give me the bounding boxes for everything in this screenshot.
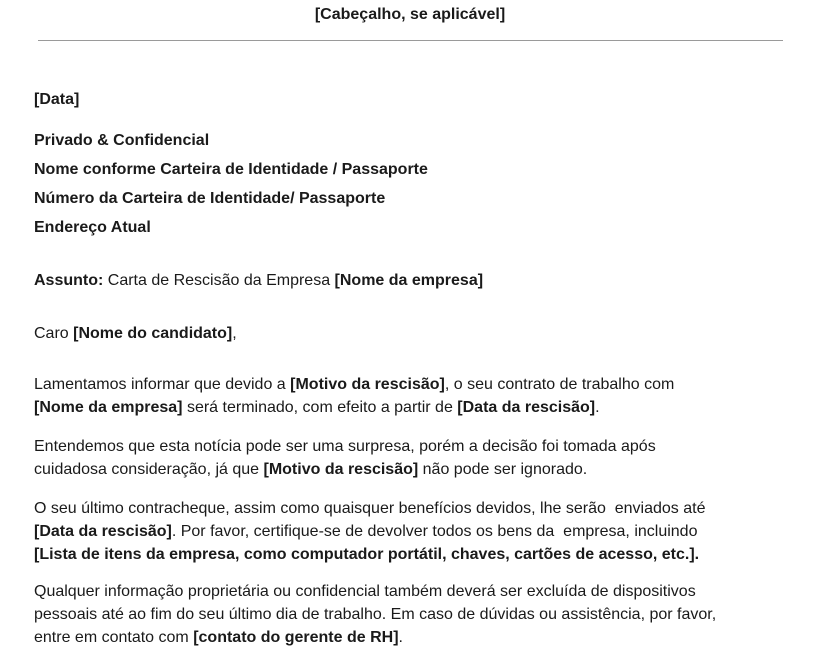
p3-text-1: O seu último contracheque, assim como quaisquer benefícios devidos, lhe serão enviados até xyxy=(34,500,706,517)
p4-text-2: pessoais até ao fim do seu último dia de trabalho. Em caso de dúvidas ou assistência, por favor, xyxy=(34,606,717,623)
p1-company: [Nome da empresa] xyxy=(34,399,183,416)
salutation-greeting: Caro xyxy=(34,325,74,342)
letter-header: [Cabeçalho, se aplicável] xyxy=(314,6,506,23)
recipient-line-confidential: Privado & Confidencial xyxy=(34,132,210,149)
p1-text-1: Lamentamos informar que devido a xyxy=(34,376,291,393)
subject-company: [Nome da empresa] xyxy=(334,272,484,289)
subject-text: Carta de Rescisão da Empresa xyxy=(103,272,335,289)
p1-reason: [Motivo da rescisão] xyxy=(290,376,445,393)
p1-text-2: , o seu contrato de trabalho com xyxy=(444,376,675,393)
date-placeholder: [Data] xyxy=(34,91,80,108)
salutation xyxy=(34,324,237,344)
recipient-line-address: Endereço Atual xyxy=(34,219,151,236)
paragraph-consideration xyxy=(34,435,804,481)
p4-text-1: Qualquer informação proprietária ou confidencial também deverá ser excluída de dispositivos xyxy=(34,583,696,600)
subject-label: Assunto: xyxy=(34,272,104,289)
p2-reason: [Motivo da rescisão] xyxy=(263,461,419,478)
subject-line xyxy=(34,271,483,291)
p1-text-3: será terminado, com efeito a partir de xyxy=(182,399,458,416)
p2-text-3: não pode ser ignorado. xyxy=(418,461,588,478)
p3-items-list: [Lista de itens da empresa, como computador portátil, chaves, cartões de acesso, etc.]. xyxy=(34,546,700,563)
recipient-line-name: Nome conforme Carteira de Identidade / Passaporte xyxy=(34,161,428,178)
salutation-comma: , xyxy=(232,325,237,342)
header-divider xyxy=(38,40,783,41)
p3-text-2: . Por favor, certifique-se de devolver todos os bens da empresa, incluindo xyxy=(171,523,698,540)
paragraph-confidential-info xyxy=(34,580,804,649)
p2-text-1: Entendemos que esta notícia pode ser uma surpresa, porém a decisão foi tomada após xyxy=(34,438,656,455)
salutation-name: [Nome do candidato] xyxy=(73,325,233,342)
paragraph-final-paycheck xyxy=(34,497,804,566)
p4-text-4: . xyxy=(398,629,403,646)
p1-text-4: . xyxy=(595,399,600,416)
p2-text-2: cuidadosa consideração, já que xyxy=(34,461,264,478)
paragraph-termination-notice xyxy=(34,373,804,419)
p4-text-3: entre em contato com xyxy=(34,629,194,646)
recipient-line-id-number: Número da Carteira de Identidade/ Passaporte xyxy=(34,190,386,207)
p4-hr-contact: [contato do gerente de RH] xyxy=(193,629,399,646)
p3-date: [Data da rescisão] xyxy=(34,523,172,540)
p1-date: [Data da rescisão] xyxy=(457,399,596,416)
